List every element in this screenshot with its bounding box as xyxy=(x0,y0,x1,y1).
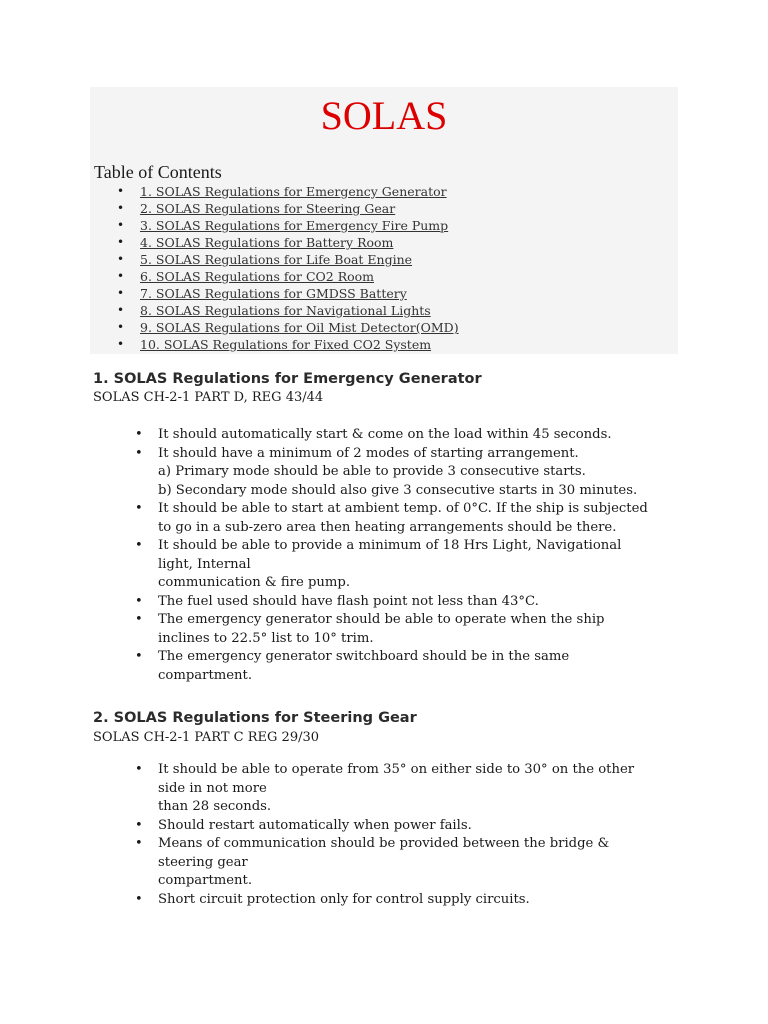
bullet-line: communication & fire pump. xyxy=(158,575,351,590)
bullet-line: side in not more xyxy=(158,780,267,796)
toc-link[interactable]: 8. SOLAS Regulations for Navigational Lights xyxy=(140,303,431,318)
section-2-reference: SOLAS CH-2-1 PART C REG 29/30 xyxy=(93,730,320,745)
toc-item xyxy=(90,217,459,234)
bullet-item xyxy=(93,835,678,891)
bullet-line: • It should have a minimum of 2 modes of starting arrangement. xyxy=(158,445,579,461)
toc-link[interactable]: 2. SOLAS Regulations for Steering Gear xyxy=(140,201,396,216)
bullet-line: • It should be able to start at ambient temp. of 0°C. If the ship is subjected xyxy=(158,501,648,516)
toc-link[interactable]: 4. SOLAS Regulations for Battery Room xyxy=(140,235,394,250)
bullet-line: • The emergency generator switchboard should be in the same xyxy=(158,649,570,664)
section-2-list xyxy=(93,761,678,909)
page-title: SOLAS xyxy=(320,93,448,138)
toc-item xyxy=(90,234,459,251)
bullet-line: compartment. xyxy=(158,873,253,888)
bullet-item xyxy=(93,817,678,836)
bullet-line: • The emergency generator should be able to operate when the ship xyxy=(158,612,605,627)
bullet-line: • It should be able to operate from 35° on either side to 30° on the other xyxy=(158,762,635,777)
toc-link[interactable]: 10. SOLAS Regulations for Fixed CO2 System xyxy=(140,337,432,352)
bullet-line: inclines to 22.5° list to 10° trim. xyxy=(158,630,374,646)
section-1-list xyxy=(93,426,678,685)
toc-item xyxy=(90,302,459,319)
bullet-line: • It should automatically start & come on the load within 45 seconds. xyxy=(158,427,612,442)
bullet-line: • The fuel used should have flash point not less than 43°C. xyxy=(158,593,539,609)
bullet-line: light, Internal xyxy=(158,556,251,572)
bullet-line: • Means of communication should be provided between the bridge & xyxy=(158,836,610,851)
bullet-item xyxy=(93,891,678,910)
toc-heading: Table of Contents xyxy=(94,162,222,182)
bullet-item xyxy=(93,445,678,501)
toc-item xyxy=(90,200,459,217)
bullet-line: a) Primary mode should be able to provide 3 consecutive starts. xyxy=(158,464,586,479)
section-1-heading: 1. SOLAS Regulations for Emergency Generator xyxy=(93,371,482,387)
bullet-line: • Short circuit protection only for control supply circuits. xyxy=(158,891,530,907)
bullet-item xyxy=(93,500,678,537)
toc-item xyxy=(90,183,459,200)
bullet-item xyxy=(93,426,678,445)
bullet-line: b) Secondary mode should also give 3 consecutive starts in 30 minutes. xyxy=(158,482,638,498)
bullet-item xyxy=(93,611,678,648)
bullet-line: to go in a sub-zero area then heating arrangements should be there. xyxy=(158,519,617,535)
bullet-line: • It should be able to provide a minimum of 18 Hrs Light, Navigational xyxy=(158,538,622,553)
toc-link[interactable]: 9. SOLAS Regulations for Oil Mist Detector(OMD) xyxy=(140,320,459,335)
bullet-item xyxy=(93,648,678,685)
bullet-line: steering gear xyxy=(158,854,248,870)
toc-link[interactable]: 6. SOLAS Regulations for CO2 Room xyxy=(140,269,375,284)
bullet-line: compartment. xyxy=(158,667,253,683)
section-2-heading: 2. SOLAS Regulations for Steering Gear xyxy=(93,710,417,726)
toc-link[interactable]: 7. SOLAS Regulations for GMDSS Battery xyxy=(140,286,407,301)
section-1-reference: SOLAS CH-2-1 PART D, REG 43/44 xyxy=(93,390,324,405)
toc-item xyxy=(90,336,459,353)
toc-item xyxy=(90,319,459,336)
bullet-item xyxy=(93,761,678,817)
toc-item xyxy=(90,251,459,268)
toc-link[interactable]: 1. SOLAS Regulations for Emergency Generator xyxy=(140,184,447,199)
bullet-item xyxy=(93,593,678,612)
toc-item xyxy=(90,268,459,285)
toc-link[interactable]: 5. SOLAS Regulations for Life Boat Engine xyxy=(140,252,413,267)
toc-item xyxy=(90,285,459,302)
bullet-line: than 28 seconds. xyxy=(158,799,272,814)
toc-link[interactable]: 3. SOLAS Regulations for Emergency Fire Pump xyxy=(140,218,449,233)
bullet-line: • Should restart automatically when power fails. xyxy=(158,817,472,833)
toc-list xyxy=(90,183,459,353)
bullet-item xyxy=(93,537,678,593)
